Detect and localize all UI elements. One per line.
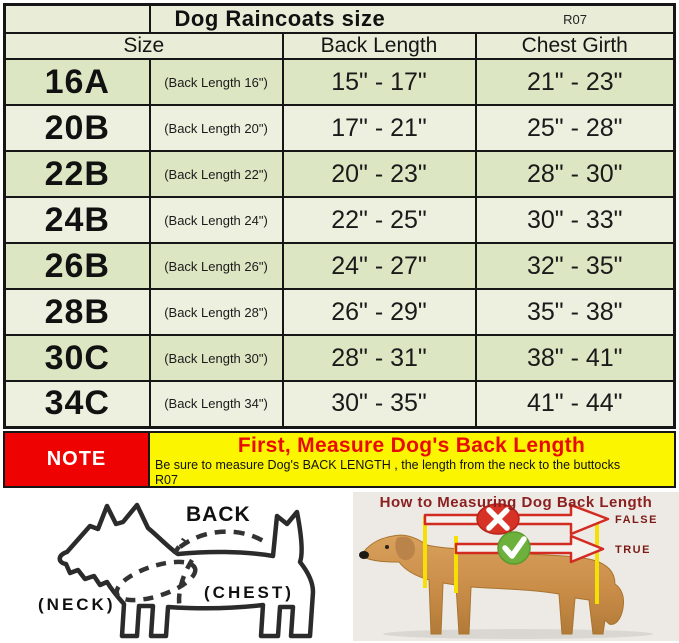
col-header-chest-girth: Chest Girth — [476, 33, 675, 59]
table-row — [5, 105, 675, 151]
size-cell: 30C — [5, 335, 150, 381]
how-to-measure-photo — [353, 492, 679, 641]
size-cell: 24B — [5, 197, 150, 243]
back-length-cell: 28" - 31" — [283, 335, 476, 381]
note-cell: (Back Length 28") — [150, 289, 283, 335]
true-label: TRUE — [615, 544, 651, 556]
table-row — [5, 151, 675, 197]
chest-girth-cell: 30" - 33" — [476, 197, 675, 243]
note-headline: First, Measure Dog's Back Length — [237, 434, 586, 457]
size-cell: 26B — [5, 243, 150, 289]
size-cell: 16A — [5, 59, 150, 105]
chest-label: (CHEST) — [204, 583, 294, 602]
note-body-text: Be sure to measure Dog's BACK LENGTH , the length from the neck to the buttocks — [155, 458, 621, 472]
chest-girth-cell: 21" - 23" — [476, 59, 675, 105]
photo-title: How to Measuring Dog Back Length — [379, 494, 653, 511]
col-header-size: Size — [5, 33, 283, 59]
note-cell: (Back Length 22") — [150, 151, 283, 197]
back-length-cell: 20" - 23" — [283, 151, 476, 197]
back-length-cell: 30" - 35" — [283, 381, 476, 427]
back-length-cell: 17" - 21" — [283, 105, 476, 151]
back-length-cell: 15" - 17" — [283, 59, 476, 105]
note-code: R07 — [155, 473, 178, 487]
back-measure-arc — [180, 532, 268, 547]
table-row — [5, 381, 675, 427]
title-cell — [150, 5, 675, 34]
note-cell: (Back Length 16") — [150, 59, 283, 105]
dog-measure-diagram — [10, 494, 348, 643]
back-length-cell: 24" - 27" — [283, 243, 476, 289]
size-cell: 34C — [5, 381, 150, 427]
table-title-row — [5, 5, 675, 34]
neck-label: (NECK) — [38, 595, 116, 614]
size-cell: 28B — [5, 289, 150, 335]
chest-girth-cell: 32" - 35" — [476, 243, 675, 289]
table-row — [5, 243, 675, 289]
chest-girth-cell: 41" - 44" — [476, 381, 675, 427]
back-label: BACK — [186, 503, 251, 526]
dog-nose-icon — [359, 551, 369, 559]
false-label: FALSE — [615, 514, 658, 526]
size-table — [3, 3, 676, 429]
chest-girth-cell: 28" - 30" — [476, 151, 675, 197]
title-blank-cell — [5, 5, 150, 34]
size-cell: 22B — [5, 151, 150, 197]
note-cell: (Back Length 24") — [150, 197, 283, 243]
title-code: R07 — [563, 11, 587, 27]
table-row — [5, 59, 675, 105]
chest-girth-cell: 35" - 38" — [476, 289, 675, 335]
dog-shadow — [383, 629, 653, 639]
chest-girth-cell: 25" - 28" — [476, 105, 675, 151]
back-length-cell: 22" - 25" — [283, 197, 476, 243]
back-length-cell: 26" - 29" — [283, 289, 476, 335]
table-row — [5, 289, 675, 335]
note-cell: (Back Length 26") — [150, 243, 283, 289]
note-cell: (Back Length 34") — [150, 381, 283, 427]
note-cell: (Back Length 20") — [150, 105, 283, 151]
col-header-back-length: Back Length — [283, 33, 476, 59]
size-cell: 20B — [5, 105, 150, 151]
chest-girth-cell: 38" - 41" — [476, 335, 675, 381]
page-title: Dog Raincoats size — [174, 6, 386, 31]
dog-eye-icon — [385, 545, 389, 549]
note-label: NOTE — [5, 433, 150, 486]
figures-section — [0, 490, 679, 643]
table-row — [5, 335, 675, 381]
table-header-row — [5, 33, 675, 59]
note-cell: (Back Length 30") — [150, 335, 283, 381]
note-band — [3, 431, 676, 488]
table-row — [5, 197, 675, 243]
note-content — [150, 433, 674, 486]
